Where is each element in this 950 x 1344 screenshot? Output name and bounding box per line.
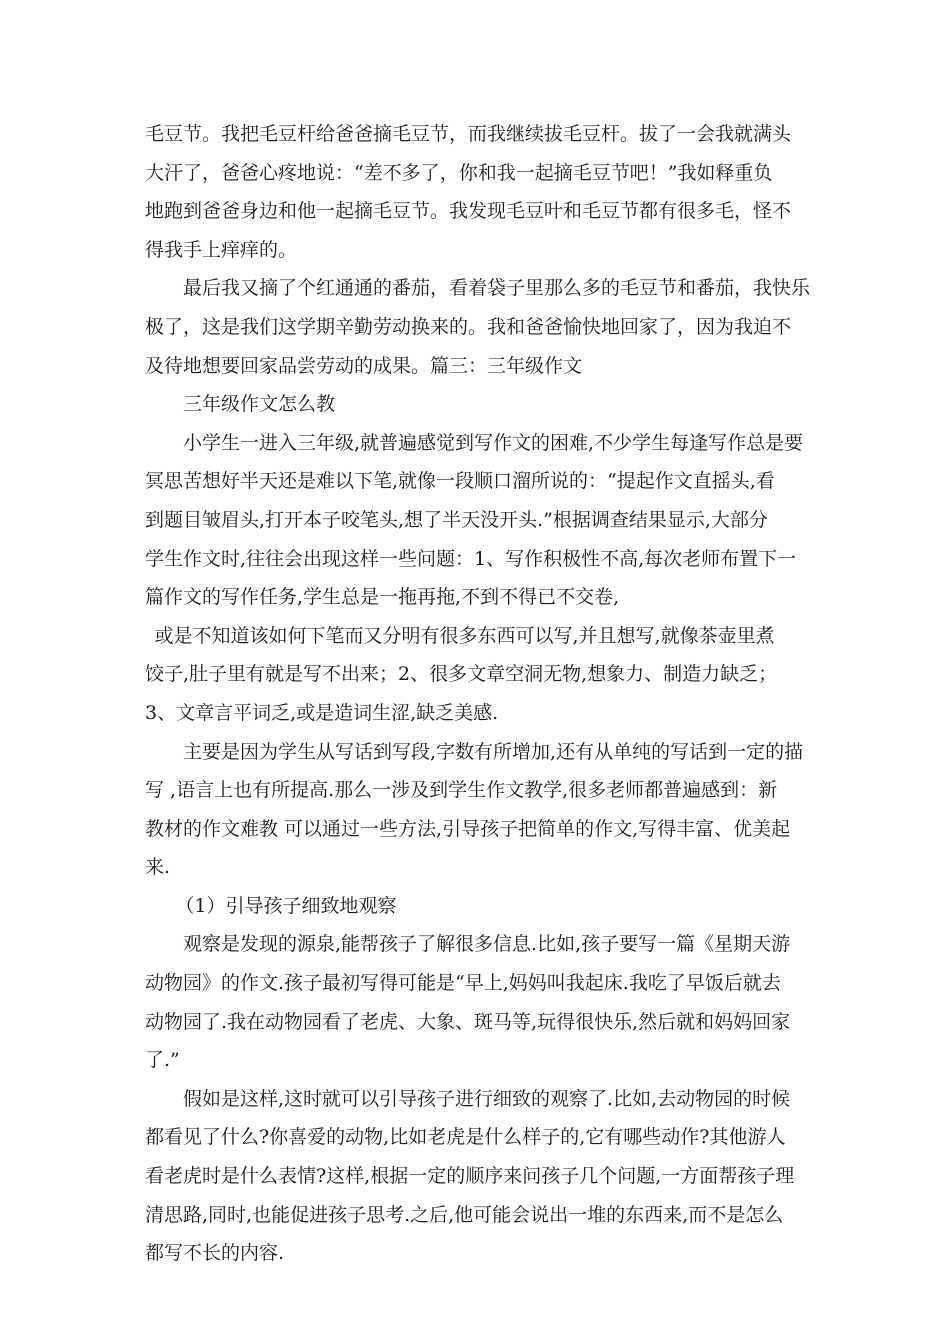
text-line: 动物园》的作文.孩子最初写得可能是“早上,妈妈叫我起床.我吃了早饭后就去: [145, 972, 781, 995]
text-line: 或是不知道该如何下笔而又分明有很多东西可以写,并且想写,就像茶壶里煮: [154, 624, 775, 647]
paragraph-potato-picking: [145, 115, 815, 269]
subheading-observe: [145, 887, 815, 926]
text-line: 毛豆节。我把毛豆杆给爸爸摘毛豆节，而我继续拔毛豆杆。拔了一会我就满头: [145, 123, 792, 145]
text-line: 冥思苦想好半天还是难以下笔,就像一段顺口溜所说的：“提起作文直摇头,看: [145, 470, 775, 493]
paragraph-writing-difficulty: [145, 424, 815, 617]
document-body: [145, 115, 815, 1273]
paragraph-tomato-ending: [145, 269, 815, 385]
text-line: 主要是因为学生从写话到写段,字数有所增加,还有从单纯的写话到一定的描: [183, 740, 804, 763]
text-line: 假如是这样,这时就可以引导孩子进行细致的观察了.比如,去动物园的时候: [183, 1087, 791, 1110]
text-line: 篇作文的写作任务,学生总是一拖再拖,不到不得已不交卷,: [145, 586, 620, 609]
heading-line: 三年级作文怎么教: [183, 393, 336, 416]
text-line: 都看见了什么?你喜爱的动物,比如老虎是什么样子的,它有哪些动作?其他游人: [145, 1126, 786, 1149]
text-line: 3、文章言平词乏,或是造词生涩,缺乏美感.: [145, 701, 499, 724]
text-line: 教材的作文难教 可以通过一些方法,引导孩子把简单的作文,写得丰富、优美起: [145, 817, 791, 840]
paragraph-guidance: [145, 1080, 815, 1273]
text-line: 地跑到爸爸身边和他一起摘毛豆节。我发现毛豆叶和毛豆节都有很多毛，怪不: [145, 200, 792, 223]
text-line: 小学生一进入三年级,就普遍感觉到写作文的困难,不少学生每逢写作总是要: [183, 431, 804, 454]
text-line: 到题目皱眉头,打开本子咬笔头,想了半天没开头.”根据调查结果显示,大部分: [145, 508, 768, 531]
text-line: 最后我又摘了个红通通的番茄，看着袋子里那么多的毛豆节和番茄，我快乐: [183, 277, 811, 300]
paragraph-problems-continued: [145, 617, 815, 733]
text-line: 都写不长的内容.: [145, 1242, 285, 1265]
text-line: 清思路,同时,也能促进孩子思考.之后,他可能会说出一堆的东西来,而不是怎么: [145, 1203, 784, 1226]
subheading-line: （1）引导孩子细致地观察: [175, 894, 397, 917]
text-line: 写 ,语言上也有所提高.那么一涉及到学生作文教学,很多老师都普遍感到：新: [145, 779, 778, 802]
section-heading: [145, 385, 815, 424]
text-line: 学生作文时,往往会出现这样一些问题：1、写作积极性不高,每次老师布置下一: [145, 547, 797, 570]
text-line: 了.”: [145, 1049, 180, 1072]
text-line: 得我手上痒痒的。: [145, 238, 298, 261]
paragraph-main-reason: [145, 733, 815, 887]
text-line: 极了，这是我们这学期辛勤劳动换来的。我和爸爸愉快地回家了，因为我迫不: [145, 315, 792, 338]
text-line: 及待地想要回家品尝劳动的成果。篇三：三年级作文: [145, 354, 583, 377]
text-line: 饺子,肚子里有就是写不出来；2、很多文章空洞无物,想象力、制造力缺乏；: [145, 663, 778, 686]
text-line: 看老虎时是什么表情?这样,根据一定的顺序来问孩子几个问题,一方面帮孩子理: [145, 1165, 795, 1188]
text-line: 观察是发现的源泉,能帮孩子了解很多信息.比如,孩子要写一篇《星期天游: [183, 933, 791, 956]
text-line: 来.: [145, 856, 171, 879]
paragraph-observation: [145, 925, 815, 1079]
text-line: 动物园了.我在动物园看了老虎、大象、斑马等,玩得很快乐,然后就和妈妈回家: [145, 1010, 791, 1033]
text-line: 大汗了，爸爸心疼地说：“差不多了，你和我一起摘毛豆节吧！”我如释重负: [145, 161, 773, 184]
